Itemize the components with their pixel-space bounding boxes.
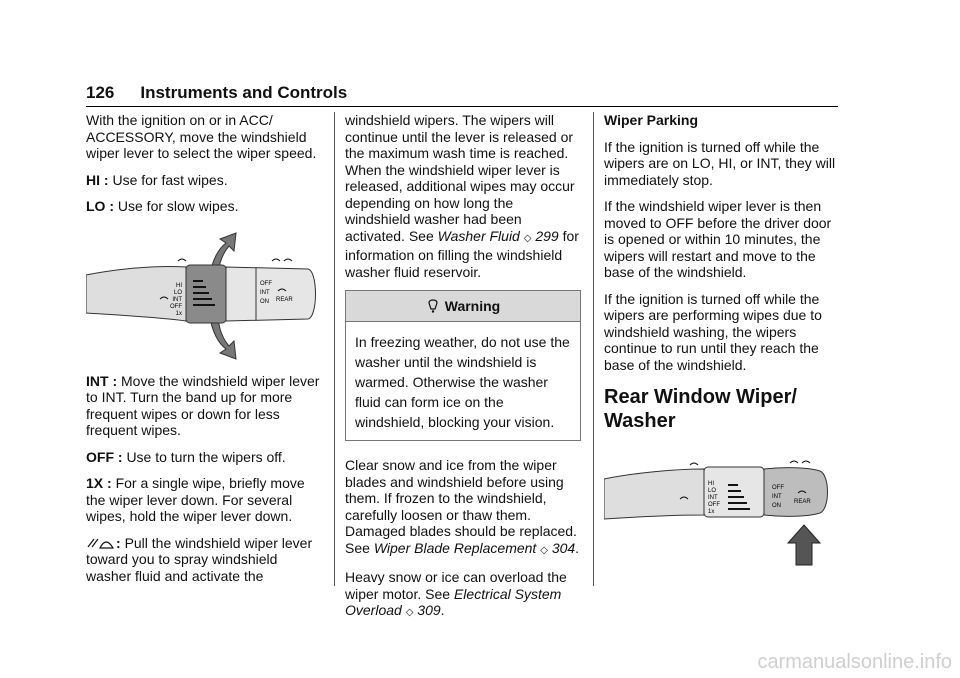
ref-wiper-blade-replacement[interactable]: Wiper Blade Replacement (373, 539, 537, 556)
lever-label-lo: LO (708, 488, 717, 494)
lever-tip (226, 267, 316, 321)
rear-wiper-heading: Rear Window Wiper/ Washer (604, 386, 797, 432)
page-ref-arrow-icon: ◇ (405, 607, 414, 618)
washer-definition: : Pull the windshield wiper lever toward you to spray windshield washer fluid and activate the (86, 534, 313, 584)
section-title: Instruments and Controls (140, 83, 348, 102)
rear-label: REAR (794, 499, 811, 505)
int-definition: INT : Move the windshield wiper lever to INT. Turn the band up for more frequent wipes or down for less frequent wipes. (86, 372, 320, 438)
hi-definition: HI : Use for fast wipes. (86, 171, 228, 188)
rear-label-int: INT (260, 289, 270, 296)
rear-label-on: ON (260, 298, 269, 305)
ref-page-304[interactable]: 304 (551, 539, 576, 556)
lever-label-int: INT (708, 495, 718, 501)
intro-paragraph: With the ignition on or in ACC/ ACCESSORY, move the windshield wiper lever to select the wiper speed. (86, 112, 317, 161)
1x-definition: 1X : For a single wipe, briefly move the wiper lever down. For several wipes, hold the wiper lever down. (86, 475, 305, 524)
lever-label-off: OFF (170, 303, 182, 310)
warning-header (346, 291, 580, 322)
warning-text: In freezing weather, do not use the washer until the windshield is warmed. Otherwise the washer fluid can form ice on the windshield, blocking your vision. (355, 334, 570, 430)
rear-washer-icon (790, 461, 810, 463)
lever-stalk (604, 469, 704, 519)
washer-spray-icon (86, 535, 116, 551)
lever-label-int: INT (172, 296, 182, 303)
washer-symbol-icon (178, 259, 186, 261)
lever-label-lo: LO (173, 289, 182, 296)
watermark: carmanualsonline.info (757, 651, 952, 673)
rear-washer-icon (272, 259, 292, 261)
lever-label-hi: HI (708, 481, 714, 487)
washer-continued-paragraph: windshield wipers. The wipers will continue until the lever is released or the maximum wash time is reached. When the windshield wiper lever is released, additional wipes may occur depending on how long the windshield washer had been activated. See Washer Fluid ◇ 299 for information on filling the windshield washer fluid reservoir. (345, 112, 579, 280)
rear-label-on: ON (772, 503, 781, 509)
rear-wiper-lever-illustration (604, 439, 840, 579)
column-1 (86, 112, 322, 594)
lever-label-off: OFF (708, 502, 720, 508)
ref-electrical-system-overload[interactable]: Electrical System Overload (345, 585, 562, 618)
column-divider-2 (593, 112, 594, 586)
wiper-parking-subhead: Wiper Parking (604, 112, 699, 128)
warning-title: Warning (444, 297, 501, 314)
ref-page-309[interactable]: 309 (417, 602, 441, 618)
ref-washer-fluid[interactable]: Washer Fluid (437, 227, 520, 244)
push-up-arrow-icon (788, 525, 820, 565)
lever-label-1x: 1x (708, 509, 715, 515)
snow-ice-paragraph: Clear snow and ice from the wiper blades and windshield before using them. If frozen to the windshield, carefully loosen or thaw them. Damaged blades should be replaced. See Wiper Blade Replacement ◇ 304. (345, 457, 580, 556)
warning-icon (426, 299, 440, 313)
lever-label-1x: 1x (175, 310, 182, 317)
ref-page-299[interactable]: 299 (535, 227, 559, 244)
lo-definition: LO : Use for slow wipes. (86, 198, 239, 214)
column-2 (345, 112, 581, 632)
off-definition: OFF : Use to turn the wipers off. (86, 448, 286, 465)
rear-label-off: OFF (772, 485, 784, 491)
page-number: 126 (86, 83, 115, 102)
overload-paragraph: Heavy snow or ice can overload the wiper motor. See Electrical System Overload ◇ 309. (345, 569, 567, 618)
lever-stalk (86, 266, 186, 321)
rear-label-off: OFF (260, 280, 272, 287)
parking-paragraph-2: If the windshield wiper lever is then moved to OFF before the driver door is opened or within 10 minutes, the wipers will restart and move to the base of the windshield. (604, 198, 832, 280)
page-header (86, 80, 838, 107)
column-3 (604, 112, 840, 587)
rear-wiper-knob (764, 468, 828, 517)
column-divider-1 (334, 112, 335, 586)
page-ref-arrow-icon: ◇ (540, 544, 548, 556)
rear-label-int: INT (772, 494, 782, 500)
wiper-lever-illustration (86, 225, 322, 365)
warning-box (345, 290, 581, 441)
parking-paragraph-1: If the ignition is turned off while the wipers are on LO, HI, or INT, they will immediately stop. (604, 138, 836, 188)
lever-label-hi: HI (176, 282, 182, 289)
washer-symbol-icon (690, 463, 698, 465)
page-ref-arrow-icon: ◇ (523, 232, 532, 244)
parking-paragraph-3: If the ignition is turned off while the wipers are performing wipes due to windshield washing, the wipers continue to run until they reach the base of the windshield. (604, 290, 822, 373)
rear-label: REAR (276, 296, 293, 303)
